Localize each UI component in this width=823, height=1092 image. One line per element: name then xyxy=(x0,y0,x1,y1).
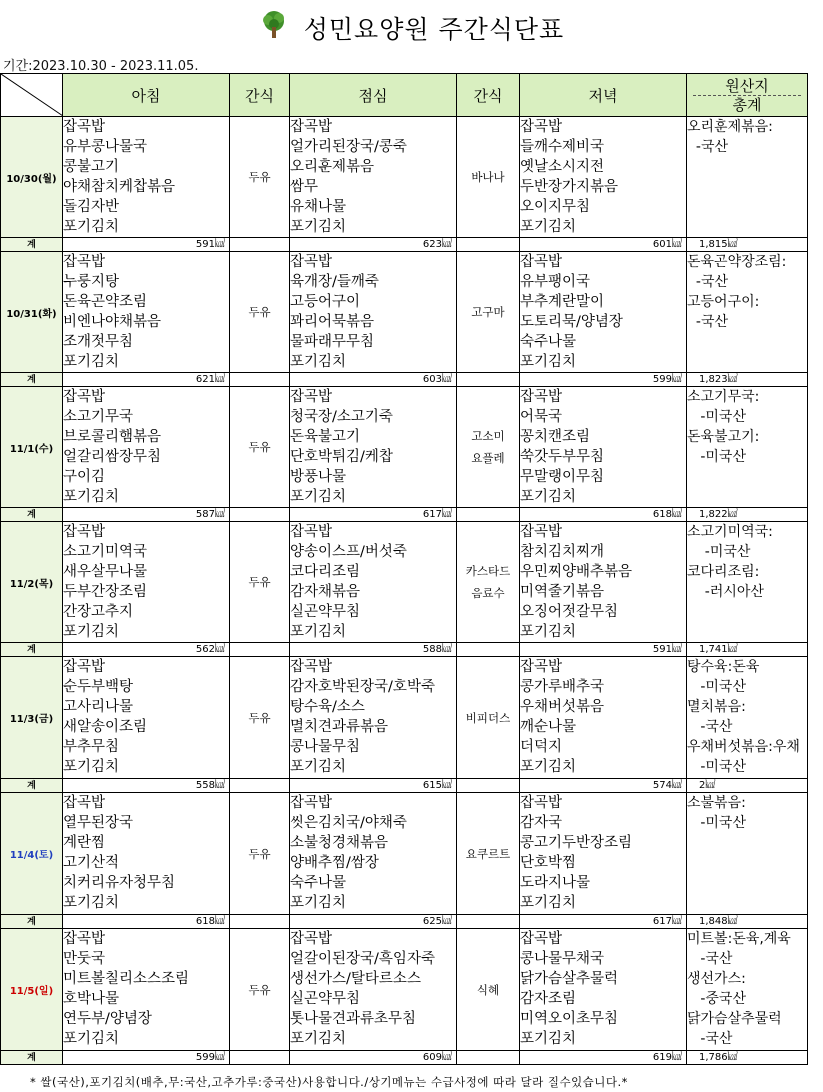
lunch-cell xyxy=(290,387,457,508)
origin-line: -미국산 xyxy=(687,679,746,695)
origin-line: -미국산 xyxy=(687,544,751,560)
menu-item: 포기김치 xyxy=(63,759,120,775)
day-date: 11/1(수) xyxy=(1,387,63,508)
menu-item: 잡곡밥 xyxy=(520,659,563,675)
menu-item: 도라지나물 xyxy=(520,875,591,891)
menu-item: 잡곡밥 xyxy=(520,389,563,405)
menu-item: 포기김치 xyxy=(290,759,347,775)
kcal-breakfast: 587㎉ xyxy=(63,508,230,522)
menu-item: 조개젓무침 xyxy=(63,334,134,350)
kcal-dinner: 601㎉ xyxy=(520,238,687,252)
kcal-dinner: 619㎉ xyxy=(520,1051,687,1065)
menu-item: 고사리나물 xyxy=(63,699,134,715)
header-origin-total xyxy=(687,74,808,117)
snack2-cell xyxy=(457,387,520,508)
menu-item: 양배추찜/쌈장 xyxy=(290,855,379,871)
snack1-cell: 두유 xyxy=(230,387,290,508)
origin-line: 소고기미역국: xyxy=(687,524,773,540)
menu-item: 누룽지탕 xyxy=(63,274,120,290)
menu-item: 잡곡밥 xyxy=(290,524,333,540)
menu-item: 얼갈리쌈장무침 xyxy=(63,449,162,465)
breakfast-cell xyxy=(63,387,230,508)
menu-table xyxy=(0,73,808,1065)
kcal-dinner: 618㎉ xyxy=(520,508,687,522)
header-snack1: 간식 xyxy=(230,74,290,117)
kcal-label: 계 xyxy=(1,238,63,252)
day-row xyxy=(1,793,808,915)
origin-line: 미트볼:돈육,계육 xyxy=(687,931,791,947)
origin-line: -국산 xyxy=(687,139,729,155)
origin-line: 코다리조림: xyxy=(687,564,760,580)
header-lunch: 점심 xyxy=(290,74,457,117)
menu-item: 꽁치캔조림 xyxy=(520,429,591,445)
menu-item: 포기김치 xyxy=(290,489,347,505)
menu-item: 감자호박된장국/호박죽 xyxy=(290,679,435,695)
menu-item: 고기산적 xyxy=(63,855,120,871)
kcal-lunch: 625㎉ xyxy=(290,915,457,929)
kcal-row xyxy=(1,779,808,793)
menu-item: 옛날소시지전 xyxy=(520,159,605,175)
menu-item: 육개장/들깨죽 xyxy=(290,274,379,290)
breakfast-cell xyxy=(63,117,230,238)
snack1-cell: 두유 xyxy=(230,117,290,238)
header-total: 총계 xyxy=(732,95,762,114)
kcal-lunch: 623㎉ xyxy=(290,238,457,252)
menu-item: 포기김치 xyxy=(63,895,120,911)
lunch-cell xyxy=(290,522,457,643)
dinner-cell xyxy=(520,657,687,779)
header-origin: 원산지 xyxy=(725,76,769,95)
kcal-empty xyxy=(457,1051,520,1065)
menu-item: 우민찌양배추볶음 xyxy=(520,564,633,580)
menu-item: 우채버섯볶음 xyxy=(520,699,605,715)
snack1-cell: 두유 xyxy=(230,657,290,779)
menu-item: 잡곡밥 xyxy=(63,795,106,811)
menu-body xyxy=(1,117,808,1065)
menu-item: 생선가스/탈타르소스 xyxy=(290,971,421,987)
snack2-cell: 고구마 xyxy=(457,252,520,373)
menu-item: 잡곡밥 xyxy=(290,119,333,135)
dinner-cell xyxy=(520,522,687,643)
origin-line: -미국산 xyxy=(687,815,746,831)
kcal-row xyxy=(1,508,808,522)
day-date: 11/4(토) xyxy=(1,793,63,915)
menu-item: 쌈무 xyxy=(290,179,319,195)
dinner-cell xyxy=(520,387,687,508)
snack2-cell: 식혜 xyxy=(457,929,520,1051)
menu-item: 콩불고기 xyxy=(63,159,120,175)
breakfast-cell xyxy=(63,657,230,779)
kcal-lunch: 615㎉ xyxy=(290,779,457,793)
kcal-empty xyxy=(230,373,290,387)
menu-item: 소불청경채볶음 xyxy=(290,835,389,851)
origin-line: 돈육불고기: xyxy=(687,429,760,445)
origin-line: 소고기무국: xyxy=(687,389,760,405)
origin-line: -미국산 xyxy=(687,759,746,775)
menu-item: 포기김치 xyxy=(63,624,120,640)
dinner-cell xyxy=(520,929,687,1051)
menu-item: 돈육곤약조림 xyxy=(63,294,148,310)
origin-cell xyxy=(687,252,808,373)
kcal-label: 계 xyxy=(1,779,63,793)
menu-item: 잡곡밥 xyxy=(520,119,563,135)
origin-line: 돈육곤약장조림: xyxy=(687,254,787,270)
snack2-cell: 바나나 xyxy=(457,117,520,238)
snack2-cell xyxy=(457,522,520,643)
menu-item: 잡곡밥 xyxy=(63,119,106,135)
menu-item: 코다리조림 xyxy=(290,564,361,580)
origin-line: 탕수육:돈육 xyxy=(687,659,760,675)
origin-cell xyxy=(687,793,808,915)
origin-cell xyxy=(687,657,808,779)
menu-item: 잡곡밥 xyxy=(290,254,333,270)
menu-item: 포기김치 xyxy=(520,489,577,505)
menu-item: 쑥갓두부무침 xyxy=(520,449,605,465)
menu-item: 돌김자반 xyxy=(63,199,120,215)
menu-item: 잡곡밥 xyxy=(290,659,333,675)
menu-item: 콩나물무채국 xyxy=(520,951,605,967)
kcal-label: 계 xyxy=(1,915,63,929)
day-date: 10/30(월) xyxy=(1,117,63,238)
day-date: 11/3(금) xyxy=(1,657,63,779)
origin-cell xyxy=(687,522,808,643)
menu-item: 잡곡밥 xyxy=(63,931,106,947)
origin-line: 오리훈제볶음: xyxy=(687,119,773,135)
kcal-breakfast: 621㎉ xyxy=(63,373,230,387)
kcal-empty xyxy=(230,915,290,929)
kcal-breakfast: 558㎉ xyxy=(63,779,230,793)
menu-item: 씻은김치국/야채죽 xyxy=(290,815,407,831)
menu-item: 콩가루배추국 xyxy=(520,679,605,695)
page-title xyxy=(0,10,823,46)
kcal-total: 1,823㎉ xyxy=(687,373,808,387)
kcal-total: 1,786㎉ xyxy=(687,1051,808,1065)
menu-item: 꽈리어묵볶음 xyxy=(290,314,375,330)
breakfast-cell xyxy=(63,252,230,373)
kcal-row xyxy=(1,1051,808,1065)
kcal-empty xyxy=(457,508,520,522)
menu-item: 더덕지 xyxy=(520,739,563,755)
menu-item: 얼가리된장국/콩죽 xyxy=(290,139,407,155)
menu-item: 멸치견과류볶음 xyxy=(290,719,389,735)
menu-item: 고등어구이 xyxy=(290,294,361,310)
snack-item: 음료수 xyxy=(471,586,505,600)
menu-item: 유채나물 xyxy=(290,199,347,215)
breakfast-cell xyxy=(63,793,230,915)
snack2-cell: 요쿠르트 xyxy=(457,793,520,915)
snack1-cell: 두유 xyxy=(230,252,290,373)
kcal-empty xyxy=(457,779,520,793)
kcal-empty xyxy=(457,915,520,929)
menu-item: 포기김치 xyxy=(63,489,120,505)
menu-item: 깨순나물 xyxy=(520,719,577,735)
origin-line: 우채버섯볶음:우채 xyxy=(687,739,800,755)
snack2-cell: 비피더스 xyxy=(457,657,520,779)
menu-item: 얼갈이된장국/흑임자죽 xyxy=(290,951,435,967)
menu-item: 어묵국 xyxy=(520,409,563,425)
menu-item: 탕수육/소스 xyxy=(290,699,365,715)
menu-item: 숙주나물 xyxy=(520,334,577,350)
origin-line: 멸치볶음: xyxy=(687,699,746,715)
menu-item: 콩고기두반장조림 xyxy=(520,835,633,851)
kcal-label: 계 xyxy=(1,643,63,657)
menu-item: 순두부백탕 xyxy=(63,679,134,695)
menu-item: 잡곡밥 xyxy=(520,931,563,947)
origin-cell xyxy=(687,387,808,508)
menu-item: 잡곡밥 xyxy=(520,795,563,811)
menu-item: 포기김치 xyxy=(520,219,577,235)
origin-line: -국산 xyxy=(687,951,733,967)
period-text: 기간:2023.10.30 - 2023.11.05. xyxy=(3,59,199,74)
menu-item: 연두부/양념장 xyxy=(63,1011,152,1027)
menu-item: 포기김치 xyxy=(290,895,347,911)
day-date: 11/5(일) xyxy=(1,929,63,1051)
menu-item: 포기김치 xyxy=(520,624,577,640)
origin-line: 생선가스: xyxy=(687,971,746,987)
origin-cell xyxy=(687,929,808,1051)
menu-item: 실곤약무침 xyxy=(290,991,361,1007)
menu-item: 포기김치 xyxy=(63,354,120,370)
menu-item: 만둣국 xyxy=(63,951,106,967)
menu-item: 콩나물무침 xyxy=(290,739,361,755)
menu-item: 무말랭이무침 xyxy=(520,469,605,485)
menu-item: 미역오이초무침 xyxy=(520,1011,619,1027)
menu-item: 오징어젓갈무침 xyxy=(520,604,619,620)
kcal-row xyxy=(1,643,808,657)
kcal-breakfast: 562㎉ xyxy=(63,643,230,657)
menu-item: 유부콩나물국 xyxy=(63,139,148,155)
lunch-cell xyxy=(290,117,457,238)
origin-line: -중국산 xyxy=(687,991,746,1007)
menu-item: 톳나물견과류초무침 xyxy=(290,1011,417,1027)
menu-item: 실곤약무침 xyxy=(290,604,361,620)
kcal-lunch: 617㎉ xyxy=(290,508,457,522)
menu-item: 오리훈제볶음 xyxy=(290,159,375,175)
day-date: 10/31(화) xyxy=(1,252,63,373)
menu-item: 감자국 xyxy=(520,815,563,831)
kcal-empty xyxy=(457,373,520,387)
kcal-empty xyxy=(230,508,290,522)
kcal-total: 1,848㎉ xyxy=(687,915,808,929)
dinner-cell xyxy=(520,252,687,373)
origin-line: -국산 xyxy=(687,1031,733,1047)
menu-item: 포기김치 xyxy=(520,759,577,775)
menu-item: 브로콜리햄볶음 xyxy=(63,429,162,445)
snack1-cell: 두유 xyxy=(230,522,290,643)
header-dinner: 저녁 xyxy=(520,74,687,117)
origin-cell xyxy=(687,117,808,238)
menu-item: 잡곡밥 xyxy=(520,254,563,270)
kcal-dinner: 591㎉ xyxy=(520,643,687,657)
menu-item: 포기김치 xyxy=(520,354,577,370)
kcal-lunch: 603㎉ xyxy=(290,373,457,387)
menu-item: 두부간장조림 xyxy=(63,584,148,600)
menu-item: 포기김치 xyxy=(520,895,577,911)
snack-item: 요플레 xyxy=(471,451,505,465)
origin-line: -국산 xyxy=(687,274,729,290)
menu-item: 잡곡밥 xyxy=(290,931,333,947)
menu-item: 방풍나물 xyxy=(290,469,347,485)
snack1-cell: 두유 xyxy=(230,929,290,1051)
kcal-total: 1,741㎉ xyxy=(687,643,808,657)
day-row xyxy=(1,387,808,508)
menu-item: 잡곡밥 xyxy=(63,659,106,675)
kcal-breakfast: 591㎉ xyxy=(63,238,230,252)
menu-item: 포기김치 xyxy=(63,219,120,235)
menu-item: 호박나물 xyxy=(63,991,120,1007)
menu-item: 포기김치 xyxy=(520,1031,577,1047)
menu-item: 숙주나물 xyxy=(290,875,347,891)
menu-item: 포기김치 xyxy=(290,219,347,235)
origin-line: -국산 xyxy=(687,314,729,330)
kcal-total: 1,822㎉ xyxy=(687,508,808,522)
menu-item: 포기김치 xyxy=(290,624,347,640)
menu-item: 단호박튀김/케찹 xyxy=(290,449,393,465)
kcal-empty xyxy=(457,238,520,252)
menu-item: 잡곡밥 xyxy=(63,389,106,405)
day-row xyxy=(1,657,808,779)
corner-cell xyxy=(1,74,63,117)
kcal-empty xyxy=(230,643,290,657)
day-row xyxy=(1,117,808,238)
kcal-total: 2㎉ xyxy=(687,779,808,793)
origin-line: -미국산 xyxy=(687,409,746,425)
kcal-label: 계 xyxy=(1,373,63,387)
menu-item: 들깨수제비국 xyxy=(520,139,605,155)
breakfast-cell xyxy=(63,929,230,1051)
menu-item: 돈육불고기 xyxy=(290,429,361,445)
kcal-empty xyxy=(230,1051,290,1065)
menu-item: 감자조림 xyxy=(520,991,577,1007)
menu-item: 미트볼칠리소스조림 xyxy=(63,971,190,987)
kcal-dinner: 574㎉ xyxy=(520,779,687,793)
menu-item: 소고기무국 xyxy=(63,409,134,425)
menu-item: 구이김 xyxy=(63,469,106,485)
snack1-cell: 두유 xyxy=(230,793,290,915)
menu-item: 간장고추지 xyxy=(63,604,134,620)
kcal-row xyxy=(1,915,808,929)
menu-item: 잡곡밥 xyxy=(290,795,333,811)
day-row xyxy=(1,929,808,1051)
tree-logo-icon xyxy=(259,10,289,46)
menu-item: 포기김치 xyxy=(290,354,347,370)
kcal-breakfast: 599㎉ xyxy=(63,1051,230,1065)
menu-item: 야채참치케찹볶음 xyxy=(63,179,176,195)
lunch-cell xyxy=(290,929,457,1051)
menu-item: 잡곡밥 xyxy=(63,524,106,540)
origin-line: 소불볶음: xyxy=(687,795,746,811)
menu-item: 소고기미역국 xyxy=(63,544,148,560)
snack-item: 카스타드 xyxy=(465,564,511,578)
menu-item: 부추계란말이 xyxy=(520,294,605,310)
menu-item: 잡곡밥 xyxy=(63,254,106,270)
kcal-label: 계 xyxy=(1,508,63,522)
snack-item: 고소미 xyxy=(471,429,505,443)
day-date: 11/2(목) xyxy=(1,522,63,643)
kcal-empty xyxy=(230,779,290,793)
menu-item: 치커리유자청무침 xyxy=(63,875,176,891)
origin-line: 닭가슴살추물럭 xyxy=(687,1011,782,1027)
origin-line: -미국산 xyxy=(687,449,746,465)
menu-item: 잡곡밥 xyxy=(520,524,563,540)
menu-item: 참치김치찌개 xyxy=(520,544,605,560)
origin-line: -러시아산 xyxy=(687,584,764,600)
lunch-cell xyxy=(290,793,457,915)
origin-line: 고등어구이: xyxy=(687,294,760,310)
menu-item: 유부팽이국 xyxy=(520,274,591,290)
kcal-empty xyxy=(457,643,520,657)
title-text: 성민요양원 주간식단표 xyxy=(303,15,565,44)
footer-note: * 쌀(국산),포기김치(배추,무:국산,고추가루:중국산)사용합니다./상기메뉴는 수급사정에 따라 달라 질수있습니다.* xyxy=(30,1075,628,1089)
menu-item: 도토리묵/양념장 xyxy=(520,314,623,330)
kcal-dinner: 617㎉ xyxy=(520,915,687,929)
lunch-cell xyxy=(290,252,457,373)
kcal-empty xyxy=(230,238,290,252)
menu-item: 닭가슴살추물럭 xyxy=(520,971,619,987)
origin-line: -국산 xyxy=(687,719,733,735)
menu-item: 비엔나야채볶음 xyxy=(63,314,162,330)
breakfast-cell xyxy=(63,522,230,643)
menu-item: 청국장/소고기죽 xyxy=(290,409,393,425)
menu-item: 포기김치 xyxy=(63,1031,120,1047)
kcal-lunch: 588㎉ xyxy=(290,643,457,657)
kcal-total: 1,815㎉ xyxy=(687,238,808,252)
menu-item: 잡곡밥 xyxy=(290,389,333,405)
kcal-label: 계 xyxy=(1,1051,63,1065)
menu-item: 새알송이조림 xyxy=(63,719,148,735)
dinner-cell xyxy=(520,117,687,238)
kcal-dinner: 599㎉ xyxy=(520,373,687,387)
menu-item: 새우살무나물 xyxy=(63,564,148,580)
menu-item: 미역줄기볶음 xyxy=(520,584,605,600)
kcal-row xyxy=(1,238,808,252)
day-row xyxy=(1,522,808,643)
dinner-cell xyxy=(520,793,687,915)
menu-item: 단호박찜 xyxy=(520,855,577,871)
menu-item: 물파래무무침 xyxy=(290,334,375,350)
kcal-row xyxy=(1,373,808,387)
menu-item: 감자채볶음 xyxy=(290,584,361,600)
lunch-cell xyxy=(290,657,457,779)
kcal-lunch: 609㎉ xyxy=(290,1051,457,1065)
menu-item: 두반장가지볶음 xyxy=(520,179,619,195)
kcal-breakfast: 618㎉ xyxy=(63,915,230,929)
menu-item: 계란찜 xyxy=(63,835,106,851)
header-snack2: 간식 xyxy=(457,74,520,117)
menu-item: 열무된장국 xyxy=(63,815,134,831)
menu-item: 양송이스프/버섯죽 xyxy=(290,544,407,560)
header-row xyxy=(1,74,808,117)
menu-item: 부추무침 xyxy=(63,739,120,755)
header-breakfast: 아침 xyxy=(63,74,230,117)
day-row xyxy=(1,252,808,373)
menu-item: 오이지무침 xyxy=(520,199,591,215)
menu-item: 포기김치 xyxy=(290,1031,347,1047)
